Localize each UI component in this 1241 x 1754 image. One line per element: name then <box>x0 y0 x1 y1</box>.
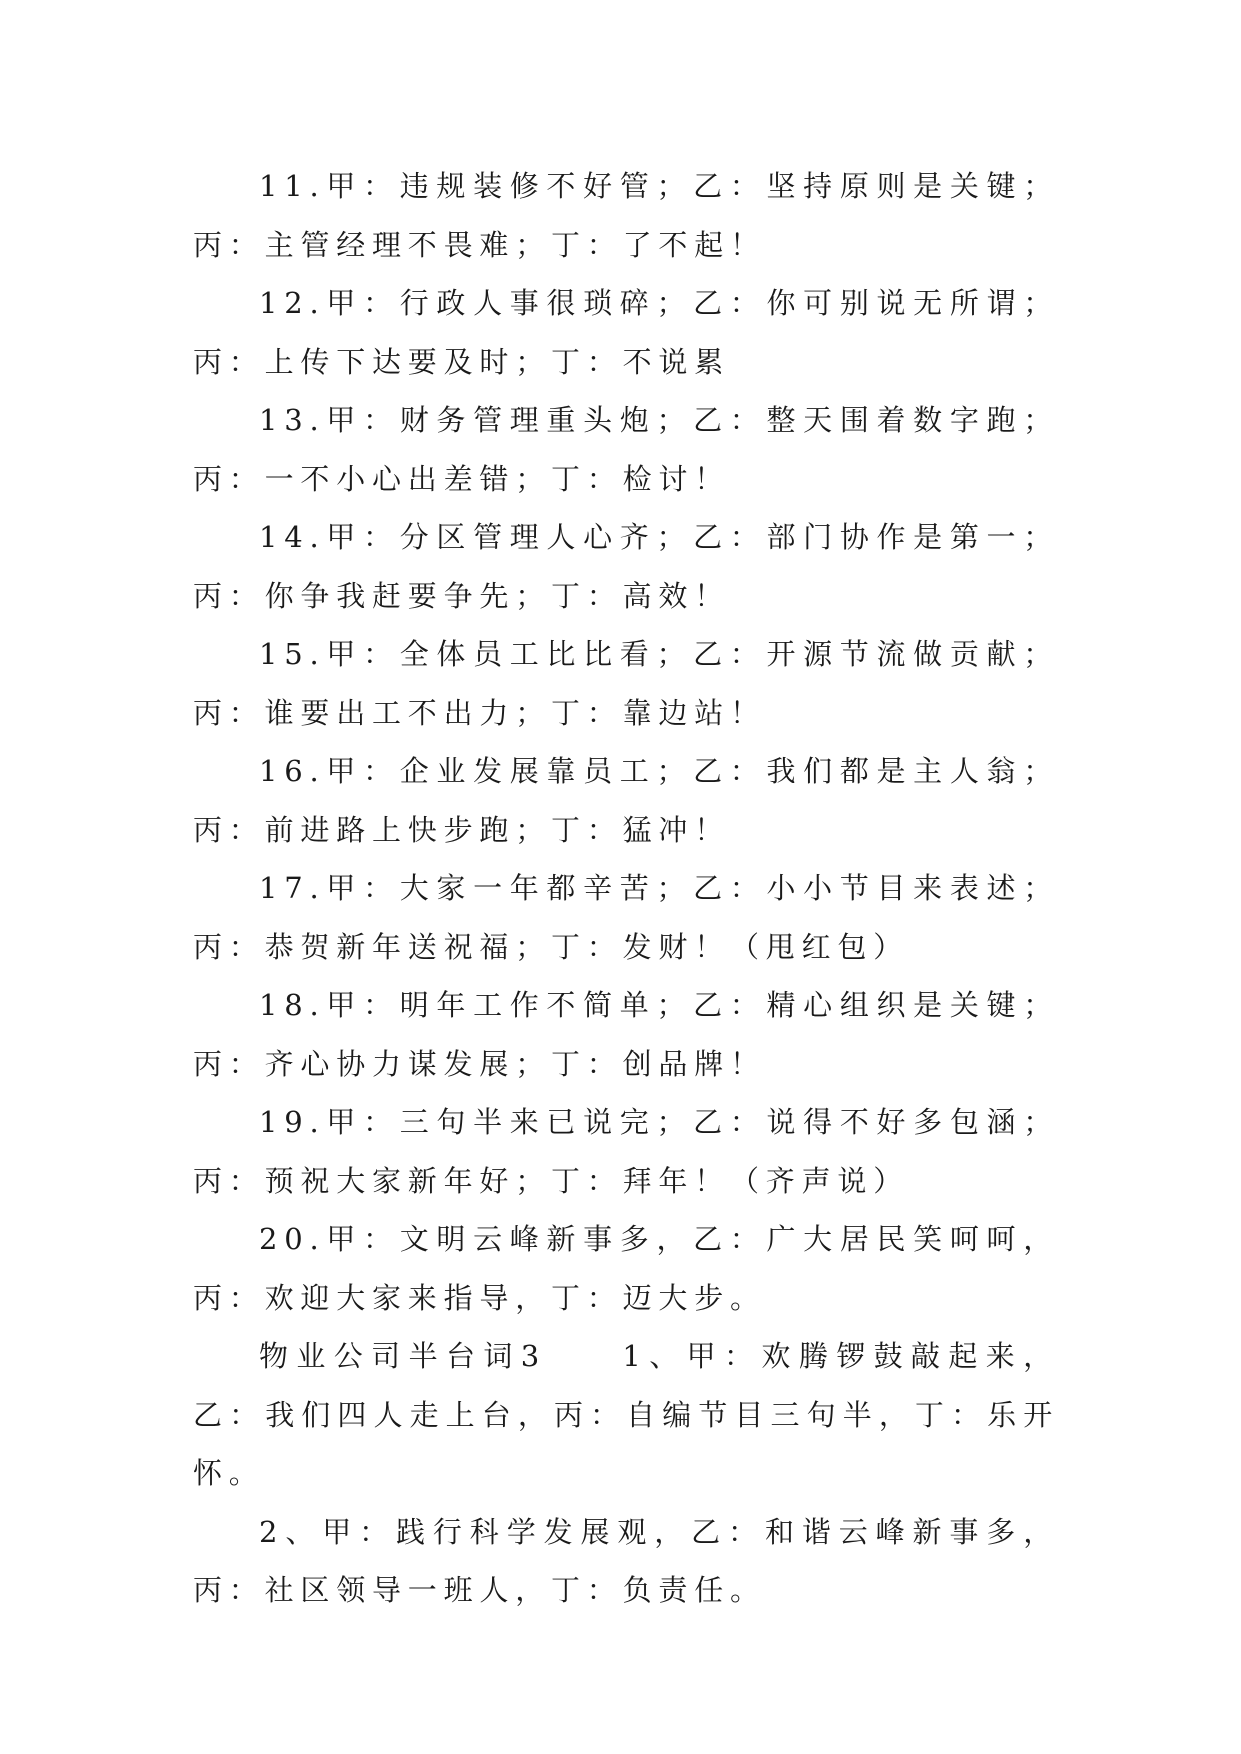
paragraph-text: 2、甲：践行科学发展观，乙：和谐云峰新事多，丙：社区领导一班人，丁：负责任。 <box>193 1514 1059 1607</box>
document-body <box>193 157 1059 1620</box>
paragraph-18 <box>193 976 1059 1093</box>
paragraph-text: 14.甲：分区管理人心齐；乙：部门协作是第一；丙：你争我赶要争先；丁：高效！ <box>193 520 1059 613</box>
paragraph-16 <box>193 742 1059 859</box>
paragraph-text: 16.甲：企业发展靠员工；乙：我们都是主人翁；丙：前进路上快步跑；丁：猛冲！ <box>193 754 1059 847</box>
paragraph-17 <box>193 859 1059 976</box>
section-3-paragraph-1 <box>193 1327 1059 1503</box>
paragraph-text: 18.甲：明年工作不简单；乙：精心组织是关键；丙：齐心协力谋发展；丁：创品牌！ <box>193 988 1059 1081</box>
paragraph-11 <box>193 157 1059 274</box>
paragraph-text: 物业公司半台词3 1、甲：欢腾锣鼓敲起来，乙：我们四人走上台，丙：自编节目三句半，丁：乐开怀。 <box>193 1339 1059 1490</box>
paragraph-text: 13.甲：财务管理重头炮；乙：整天围着数字跑；丙：一不小心出差错；丁：检讨！ <box>193 403 1059 496</box>
section-3-paragraph-2 <box>193 1503 1059 1620</box>
paragraph-text: 11.甲：违规装修不好管；乙：坚持原则是关键；丙：主管经理不畏难；丁：了不起！ <box>193 169 1059 262</box>
paragraph-19 <box>193 1093 1059 1210</box>
paragraph-20 <box>193 1210 1059 1327</box>
paragraph-12 <box>193 274 1059 391</box>
paragraph-text: 20.甲：文明云峰新事多，乙：广大居民笑呵呵，丙：欢迎大家来指导，丁：迈大步。 <box>193 1222 1059 1315</box>
paragraph-text: 17.甲：大家一年都辛苦；乙：小小节目来表述；丙：恭贺新年送祝福；丁：发财！（甩红包） <box>193 871 1059 964</box>
paragraph-14 <box>193 508 1059 625</box>
paragraph-15 <box>193 625 1059 742</box>
paragraph-text: 19.甲：三句半来已说完；乙：说得不好多包涵；丙：预祝大家新年好；丁：拜年！（齐声说） <box>193 1105 1059 1198</box>
paragraph-text: 15.甲：全体员工比比看；乙：开源节流做贡献；丙：谁要出工不出力；丁：靠边站！ <box>193 637 1059 730</box>
paragraph-text: 12.甲：行政人事很琐碎；乙：你可别说无所谓；丙：上传下达要及时；丁：不说累 <box>193 286 1059 379</box>
paragraph-13 <box>193 391 1059 508</box>
